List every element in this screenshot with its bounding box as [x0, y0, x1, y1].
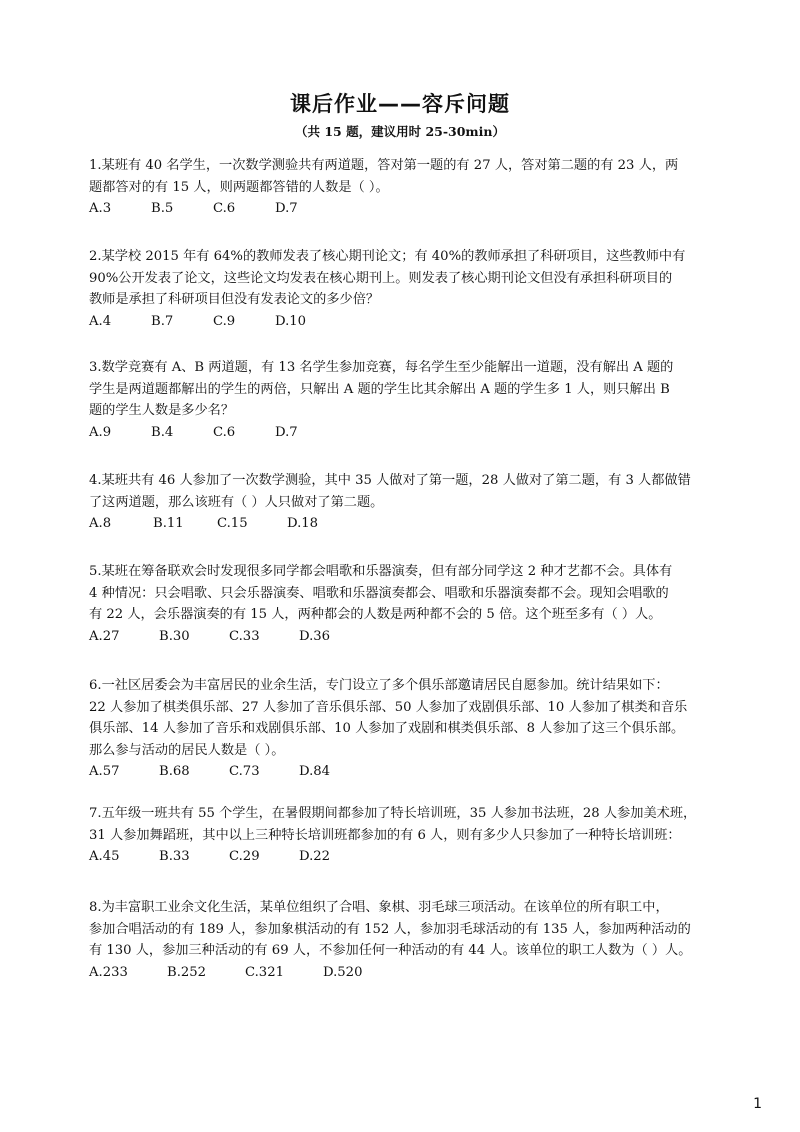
- option-b: B.11: [153, 516, 184, 531]
- option-b: B.5: [151, 201, 174, 216]
- option-d: D.18: [287, 516, 319, 531]
- page-number: 1: [753, 1096, 762, 1112]
- question-text-line: 参加合唱活动的有 189 人，参加象棋活动的有 152 人，参加羽毛球活动的有 135 人，参加两种活动的: [89, 921, 691, 937]
- question-text-line: 2.某学校 2015 年有 64%的教师发表了核心期刊论文；有 40%的教师承担了科研项目，这些教师中有: [89, 249, 686, 264]
- question-text-line: 4 种情况：只会唱歌、只会乐器演奏、唱歌和乐器演奏都会、唱歌和乐器演奏都不会。现知会唱歌的: [89, 585, 669, 601]
- question-text-line: 3.数学竞赛有 A、B 两道题，有 13 名学生参加竞赛，每名学生至少能解出一道题，没有解出 A 题的: [89, 360, 674, 375]
- option-b: B.33: [159, 849, 190, 864]
- answer-options: [89, 311, 714, 333]
- option-a: A.27: [89, 628, 120, 644]
- option-c: C.29: [229, 849, 260, 864]
- question-text-line: 90%公开发表了论文，这些论文均发表在核心期刊上。则发表了核心期刊论文但没有承担科研项目的: [89, 270, 673, 286]
- option-c: C.33: [229, 628, 260, 644]
- question-5: [89, 561, 714, 647]
- option-a: A.233: [89, 964, 128, 980]
- option-d: D.10: [275, 313, 307, 329]
- question-text-line: 8.为丰富职工业余文化生活，某单位组织了合唱、象棋、羽毛球三项活动。在该单位的所有职工中，: [89, 900, 669, 915]
- option-c: C.6: [213, 424, 236, 440]
- option-d: D.36: [299, 628, 331, 644]
- option-b: B.7: [151, 313, 174, 329]
- option-a: A.3: [89, 201, 112, 216]
- option-a: A.9: [89, 424, 112, 440]
- question-text-line: 俱乐部、14 人参加了音乐和戏剧俱乐部、10 人参加了戏剧和棋类俱乐部、8 人参加了这三个俱乐部。: [89, 721, 685, 736]
- question-2: [89, 246, 714, 332]
- answer-options: [89, 422, 714, 444]
- question-text-line: 22 人参加了棋类俱乐部、27 人参加了音乐俱乐部、50 人参加了戏剧俱乐部、10 人参加了棋类和音乐: [89, 699, 688, 715]
- question-text-line: 有 130 人，参加三种活动的有 69 人，不参加任何一种活动的有 44 人。该单位的职工人数为（ ）人。: [89, 943, 692, 958]
- option-c: C.73: [229, 764, 260, 779]
- option-a: A.57: [89, 764, 120, 779]
- question-text-line: 5.某班在筹备联欢会时发现很多同学都会唱歌和乐器演奏，但有部分同学这 2 种才艺都不会。具体有: [89, 564, 673, 579]
- option-a: A.8: [89, 516, 112, 531]
- option-d: D.520: [323, 964, 363, 980]
- question-text-line: 31 人参加舞蹈班，其中以上三种特长培训班都参加的有 6 人，则有多少人只参加了一种特长培训班：: [89, 827, 681, 843]
- question-text-line: 题的学生人数是多少名？: [89, 403, 235, 418]
- option-c: C.9: [213, 313, 236, 329]
- option-b: B.252: [167, 964, 207, 980]
- question-6: [89, 675, 714, 783]
- page-title: 课后作业——容斥问题: [290, 92, 510, 116]
- question-text-line: 题都答对的有 15 人，则两题都答错的人数是（ ）。: [89, 179, 389, 195]
- page-subtitle: （共 15 题，建议用时 25-30min）: [295, 124, 505, 139]
- option-b: B.30: [159, 628, 190, 644]
- question-text-line: 教师是承担了科研项目但没有发表论文的多少倍？: [89, 292, 380, 307]
- question-text-line: 4.某班共有 46 人参加了一次数学测验，其中 35 人做对了第一题，28 人做对了第二题，有 3 人都做错: [89, 473, 691, 488]
- answer-options: [89, 198, 714, 220]
- option-a: A.45: [89, 849, 120, 864]
- option-d: D.22: [299, 849, 331, 864]
- option-b: B.4: [151, 424, 174, 440]
- answer-options: [89, 626, 714, 648]
- question-text-line: 1.某班有 40 名学生，一次数学测验共有两道题，答对第一题的有 27 人，答对第二题的有 23 人，两: [89, 158, 679, 173]
- answer-options: [89, 846, 714, 868]
- answer-options: [89, 761, 714, 783]
- option-d: D.7: [275, 424, 298, 440]
- question-1: [89, 155, 714, 220]
- option-a: A.4: [89, 313, 112, 329]
- option-c: C.321: [245, 964, 284, 980]
- option-d: D.84: [299, 764, 331, 779]
- question-8: [89, 897, 714, 983]
- option-c: C.6: [213, 201, 236, 216]
- question-4: [89, 470, 714, 535]
- question-text-line: 那么参与活动的居民人数是（ ）。: [89, 742, 285, 758]
- answer-options: [89, 962, 714, 984]
- question-3: [89, 357, 714, 443]
- option-d: D.7: [275, 201, 298, 216]
- option-b: B.68: [159, 764, 190, 779]
- answer-options: [89, 513, 714, 535]
- question-text-line: 7.五年级一班共有 55 个学生，在暑假期间都参加了特长培训班，35 人参加书法班，28 人参加美术班，: [89, 806, 697, 821]
- question-text-line: 学生是两道题都解出的学生的两倍，只解出 A 题的学生比其余解出 A 题的学生多 1 人，则只解出 B: [89, 381, 670, 397]
- question-7: [89, 803, 714, 868]
- option-c: C.15: [217, 516, 248, 531]
- question-text-line: 了这两道题，那么该班有（ ）人只做对了第二题。: [89, 494, 384, 510]
- question-text-line: 有 22 人，会乐器演奏的有 15 人，两种都会的人数是两种都不会的 5 倍。这个班至多有（ ）人。: [89, 607, 662, 622]
- question-text-line: 6.一社区居委会为丰富居民的业余生活，专门设立了多个俱乐部邀请居民自愿参加。统计结果如下：: [89, 678, 669, 693]
